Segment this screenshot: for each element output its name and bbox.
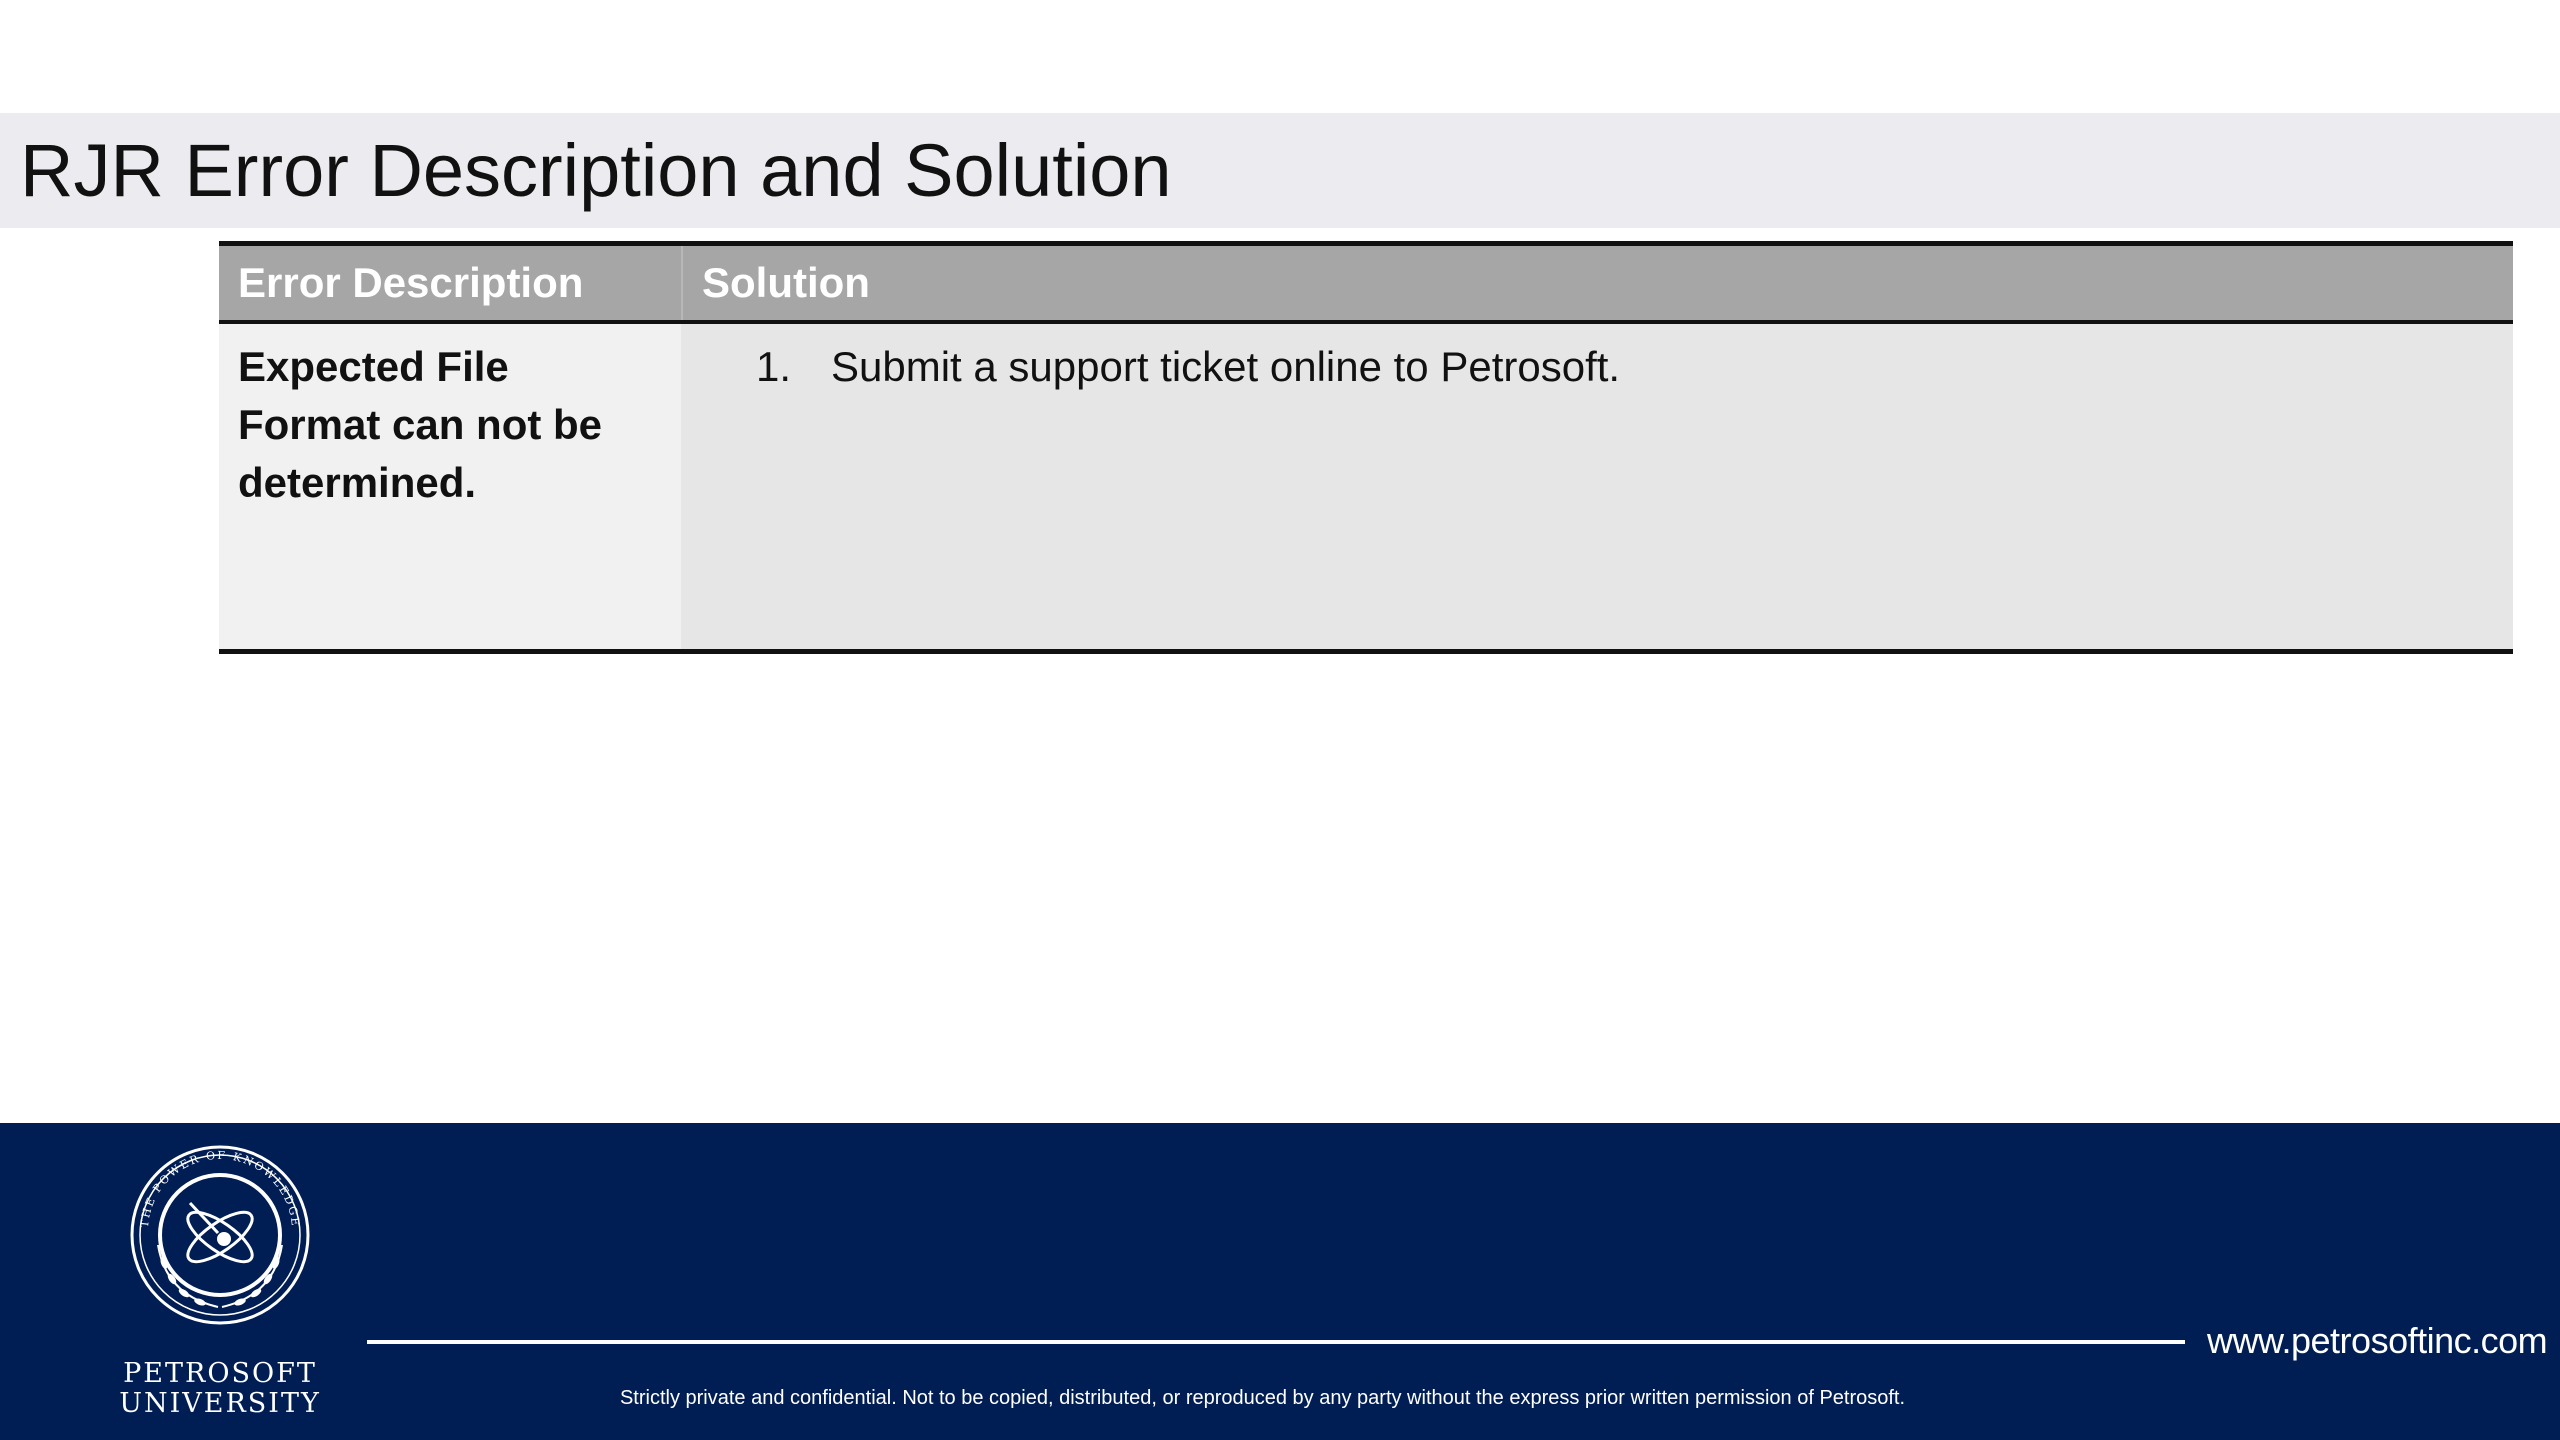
solution-step: [681, 338, 2513, 396]
header-solution: Solution: [681, 246, 2513, 320]
header-error-description: Error Description: [238, 259, 584, 306]
table-header-row: [219, 246, 2513, 324]
solution-step-number: 1.: [755, 343, 791, 390]
table-row: [219, 324, 2513, 649]
logo-wordmark-line2: UNIVERSITY: [119, 1388, 321, 1419]
solution-cell: [681, 324, 2513, 649]
error-description-cell: Expected File Format can not be determined.: [219, 324, 681, 649]
website-url: www.petrosoftinc.com: [2207, 1320, 2548, 1361]
logo-ring-text: THE POWER OF KNOWLEDGE: [137, 1148, 303, 1229]
solution-step-text: Submit a support ticket online to Petrosoft.: [831, 343, 1621, 390]
logo-wordmark-line1: PETROSOFT: [123, 1358, 317, 1389]
footer-band: [0, 1123, 2560, 1440]
confidentiality-notice: Strictly private and confidential. Not to be copied, distributed, or reproduced by any party without the express prior written permission of Petrosoft.: [619, 1387, 1906, 1409]
title-band: [0, 113, 2560, 228]
page-title: RJR Error Description and Solution: [20, 129, 1172, 212]
error-solution-table: [219, 241, 2513, 654]
footer-divider: [367, 1340, 2185, 1344]
